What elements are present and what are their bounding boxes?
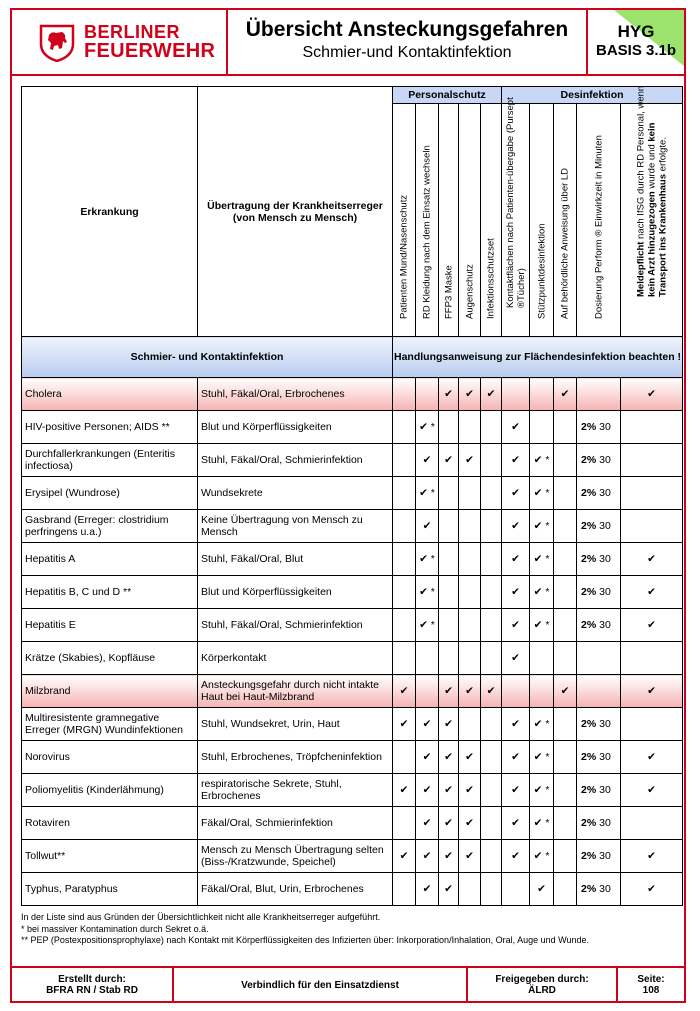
check-cell bbox=[481, 411, 502, 444]
check-cell: ✔ * bbox=[416, 477, 439, 510]
check-cell: ✔ bbox=[530, 873, 554, 906]
check-cell bbox=[439, 642, 459, 675]
check-cell bbox=[459, 873, 481, 906]
disease-name: Cholera bbox=[22, 378, 198, 411]
vheader-text: Patienten Mund/Nasenschutz bbox=[398, 194, 410, 319]
check-cell: ✔ * bbox=[530, 477, 554, 510]
document-code bbox=[588, 10, 684, 74]
check-cell bbox=[554, 873, 577, 906]
check-cell bbox=[502, 873, 530, 906]
check-cell: ✔ bbox=[502, 411, 530, 444]
check-cell bbox=[393, 510, 416, 543]
vheader-text: Kontaktflächen nach Patienten-übergabe (Pursept ®Tücher) bbox=[504, 97, 527, 308]
transmission: Fäkal/Oral, Schmierinfektion bbox=[198, 807, 393, 840]
check-cell: ✔ * bbox=[530, 708, 554, 741]
dose-minutes: 30 bbox=[599, 817, 611, 829]
check-cell: ✔ * bbox=[530, 741, 554, 774]
dose-minutes: 30 bbox=[599, 619, 611, 631]
vheader-text: Stützpunktdesinfektion bbox=[536, 223, 548, 319]
check-cell bbox=[502, 378, 530, 411]
dose-cell bbox=[577, 708, 621, 741]
check-cell bbox=[393, 576, 416, 609]
vheader-text: Augenschutz bbox=[464, 264, 475, 319]
footer-created: Erstellt durch: BFRA RN / Stab RD bbox=[12, 968, 174, 1003]
footer-page: Seite: 108 bbox=[637, 974, 665, 996]
check-cell bbox=[481, 609, 502, 642]
check-cell: ✔ bbox=[502, 807, 530, 840]
check-cell: ✔ * bbox=[530, 543, 554, 576]
check-cell bbox=[554, 444, 577, 477]
disease-name: Durchfallerkrankungen (Enteritis infectiosa) bbox=[22, 444, 198, 477]
check-cell: ✔ bbox=[502, 576, 530, 609]
check-cell: ✔ bbox=[416, 873, 439, 906]
vheader-text: FFP3 Maske bbox=[443, 265, 454, 319]
dose-minutes: 30 bbox=[599, 553, 611, 565]
dose-cell bbox=[577, 774, 621, 807]
dose-cell bbox=[577, 378, 621, 411]
transmission: Blut und Körperflüssigkeiten bbox=[198, 576, 393, 609]
report-cell bbox=[621, 807, 683, 840]
check-cell bbox=[393, 642, 416, 675]
report-cell bbox=[621, 444, 683, 477]
dose-cell bbox=[577, 675, 621, 708]
footnotes bbox=[21, 912, 680, 947]
check-cell bbox=[439, 543, 459, 576]
vheader bbox=[481, 104, 502, 337]
check-cell: ✔ bbox=[439, 873, 459, 906]
dose-percent: 2% bbox=[581, 619, 597, 631]
check-cell bbox=[393, 477, 416, 510]
disease-name: Norovirus bbox=[22, 741, 198, 774]
transmission: Stuhl, Fäkal/Oral, Schmierinfektion bbox=[198, 444, 393, 477]
vheader bbox=[393, 104, 416, 337]
check-cell: ✔ bbox=[439, 444, 459, 477]
vheader bbox=[577, 104, 621, 337]
check-cell: ✔ bbox=[502, 642, 530, 675]
table-row bbox=[22, 873, 683, 906]
disease-name: HIV-positive Personen; AIDS ** bbox=[22, 411, 198, 444]
check-cell bbox=[459, 576, 481, 609]
vheader-text: RD Kleidung nach dem Einsatz wechseln bbox=[421, 145, 433, 319]
check-cell: ✔ bbox=[502, 543, 530, 576]
check-cell bbox=[393, 411, 416, 444]
check-cell: ✔ bbox=[502, 444, 530, 477]
check-cell: ✔ bbox=[481, 675, 502, 708]
header bbox=[12, 10, 684, 76]
transmission: Fäkal/Oral, Blut, Urin, Erbrochenes bbox=[198, 873, 393, 906]
dose-minutes: 30 bbox=[599, 487, 611, 499]
dose-minutes: 30 bbox=[599, 850, 611, 862]
check-cell: ✔ * bbox=[530, 609, 554, 642]
report-cell bbox=[621, 510, 683, 543]
vheader bbox=[530, 104, 554, 337]
infection-table bbox=[21, 86, 683, 906]
dose-cell bbox=[577, 543, 621, 576]
check-cell bbox=[554, 510, 577, 543]
dose-percent: 2% bbox=[581, 454, 597, 466]
transmission: Stuhl, Erbrochenes, Tröpfcheninfektion bbox=[198, 741, 393, 774]
dose-minutes: 30 bbox=[599, 883, 611, 895]
header-transmission: Übertragung der Krankheitserreger (von Mensch zu Mensch) bbox=[198, 87, 393, 337]
disease-name: Multiresistente gramnegative Erreger (MRGN) Wundinfektionen bbox=[22, 708, 198, 741]
vheader bbox=[439, 104, 459, 337]
dose-cell bbox=[577, 609, 621, 642]
footnote: In der Liste sind aus Gründen der Übersichtlichkeit nicht alle Krankheitserreger aufgeführt. bbox=[21, 912, 381, 922]
dose-percent: 2% bbox=[581, 751, 597, 763]
dose-cell bbox=[577, 477, 621, 510]
dose-minutes: 30 bbox=[599, 751, 611, 763]
check-cell bbox=[554, 840, 577, 873]
check-cell bbox=[530, 642, 554, 675]
check-cell bbox=[459, 411, 481, 444]
table-row bbox=[22, 444, 683, 477]
check-cell bbox=[481, 477, 502, 510]
check-cell bbox=[481, 708, 502, 741]
dose-minutes: 30 bbox=[599, 718, 611, 730]
dose-minutes: 30 bbox=[599, 784, 611, 796]
check-cell bbox=[530, 675, 554, 708]
check-cell bbox=[481, 741, 502, 774]
check-cell: ✔ * bbox=[416, 543, 439, 576]
dose-percent: 2% bbox=[581, 850, 597, 862]
check-cell: ✔ * bbox=[530, 510, 554, 543]
check-cell: ✔ bbox=[439, 378, 459, 411]
transmission: Mensch zu Mensch Übertragung selten (Biss-/Kratzwunde, Speichel) bbox=[198, 840, 393, 873]
footnote: ** PEP (Postexpositionsprophylaxe) nach Kontakt mit Körperflüssigkeiten des Infizierten über: Inkorporation/Inhalation, Oral, Auge und Wunde. bbox=[21, 935, 589, 945]
table-row bbox=[22, 675, 683, 708]
check-cell bbox=[416, 675, 439, 708]
title-block bbox=[228, 10, 588, 74]
table-row bbox=[22, 411, 683, 444]
dose-minutes: 30 bbox=[599, 586, 611, 598]
dose-cell bbox=[577, 642, 621, 675]
report-cell bbox=[621, 411, 683, 444]
logo bbox=[12, 10, 228, 74]
check-cell bbox=[530, 378, 554, 411]
check-cell: ✔ bbox=[439, 708, 459, 741]
dose-percent: 2% bbox=[581, 586, 597, 598]
check-cell: ✔ bbox=[554, 675, 577, 708]
dose-minutes: 30 bbox=[599, 421, 611, 433]
footnote: * bei massiver Kontamination durch Sekret o.ä. bbox=[21, 923, 209, 934]
check-cell: ✔ bbox=[459, 774, 481, 807]
dose-percent: 2% bbox=[581, 883, 597, 895]
check-cell: ✔ * bbox=[530, 576, 554, 609]
check-cell: ✔ bbox=[502, 708, 530, 741]
check-cell: ✔ * bbox=[530, 444, 554, 477]
check-cell bbox=[502, 675, 530, 708]
berlin-bear-emblem-icon bbox=[38, 22, 76, 62]
check-cell bbox=[481, 873, 502, 906]
check-cell: ✔ bbox=[439, 675, 459, 708]
check-cell: ✔ bbox=[459, 741, 481, 774]
check-cell: ✔ bbox=[439, 741, 459, 774]
check-cell bbox=[481, 543, 502, 576]
dose-minutes: 30 bbox=[599, 520, 611, 532]
table-row bbox=[22, 840, 683, 873]
disease-name: Tollwut** bbox=[22, 840, 198, 873]
table-row bbox=[22, 642, 683, 675]
check-cell bbox=[459, 708, 481, 741]
transmission: Stuhl, Fäkal/Oral, Erbrochenes bbox=[198, 378, 393, 411]
check-cell bbox=[393, 378, 416, 411]
table-row bbox=[22, 576, 683, 609]
report-cell: ✔ bbox=[621, 543, 683, 576]
check-cell bbox=[554, 609, 577, 642]
disease-name: Gasbrand (Erreger: clostridium perfringens u.a.) bbox=[22, 510, 198, 543]
check-cell bbox=[554, 543, 577, 576]
report-cell bbox=[621, 642, 683, 675]
check-cell bbox=[554, 708, 577, 741]
vheader bbox=[459, 104, 481, 337]
check-cell: ✔ bbox=[502, 741, 530, 774]
check-cell bbox=[481, 510, 502, 543]
check-cell bbox=[459, 510, 481, 543]
check-cell: ✔ bbox=[459, 807, 481, 840]
footer bbox=[12, 966, 684, 1003]
table-row bbox=[22, 477, 683, 510]
dose-cell bbox=[577, 576, 621, 609]
check-cell bbox=[459, 543, 481, 576]
table-row bbox=[22, 609, 683, 642]
check-cell bbox=[439, 576, 459, 609]
vheader bbox=[502, 97, 530, 337]
page-subtitle: Schmier-und Kontaktinfektion bbox=[302, 44, 512, 61]
check-cell: ✔ bbox=[393, 675, 416, 708]
dose-cell bbox=[577, 510, 621, 543]
check-cell: ✔ bbox=[502, 840, 530, 873]
dose-percent: 2% bbox=[581, 520, 597, 532]
check-cell: ✔ bbox=[439, 807, 459, 840]
check-cell bbox=[439, 411, 459, 444]
check-cell bbox=[554, 477, 577, 510]
section-title: Schmier- und Kontaktinfektion bbox=[22, 337, 393, 378]
transmission: Stuhl, Wundsekret, Urin, Haut bbox=[198, 708, 393, 741]
table-row bbox=[22, 543, 683, 576]
check-cell: ✔ bbox=[416, 708, 439, 741]
check-cell bbox=[554, 774, 577, 807]
check-cell bbox=[554, 411, 577, 444]
check-cell: ✔ * bbox=[530, 774, 554, 807]
check-cell: ✔ bbox=[393, 708, 416, 741]
disease-name: Rotaviren bbox=[22, 807, 198, 840]
report-cell: ✔ bbox=[621, 609, 683, 642]
table-row bbox=[22, 807, 683, 840]
disease-name: Hepatitis B, C und D ** bbox=[22, 576, 198, 609]
dose-cell bbox=[577, 873, 621, 906]
check-cell: ✔ * bbox=[416, 609, 439, 642]
check-cell bbox=[393, 873, 416, 906]
vheader bbox=[416, 104, 439, 337]
check-cell: ✔ bbox=[554, 378, 577, 411]
check-cell bbox=[439, 510, 459, 543]
check-cell: ✔ bbox=[502, 609, 530, 642]
check-cell: ✔ bbox=[502, 774, 530, 807]
dose-cell bbox=[577, 444, 621, 477]
transmission: Keine Übertragung von Mensch zu Mensch bbox=[198, 510, 393, 543]
check-cell bbox=[554, 807, 577, 840]
check-cell bbox=[416, 642, 439, 675]
check-cell bbox=[481, 807, 502, 840]
group-disinfection: Desinfektion bbox=[502, 87, 683, 104]
check-cell: ✔ bbox=[459, 378, 481, 411]
check-cell: ✔ bbox=[393, 840, 416, 873]
vheader-text: Auf behördliche Anweisung über LD bbox=[559, 167, 571, 319]
header-disease: Erkrankung bbox=[22, 87, 198, 337]
check-cell: ✔ bbox=[416, 840, 439, 873]
dose-cell bbox=[577, 741, 621, 774]
report-cell bbox=[621, 708, 683, 741]
check-cell bbox=[481, 444, 502, 477]
report-cell: ✔ bbox=[621, 378, 683, 411]
check-cell bbox=[554, 642, 577, 675]
dose-percent: 2% bbox=[581, 784, 597, 796]
check-cell bbox=[393, 807, 416, 840]
check-cell: ✔ * bbox=[530, 840, 554, 873]
disease-name: Hepatitis E bbox=[22, 609, 198, 642]
page-title: Übersicht Ansteckungsgefahren bbox=[245, 18, 569, 41]
vheader-text: Dosierung Perform ® Einwirkzeit in Minuten bbox=[593, 135, 605, 319]
check-cell bbox=[393, 543, 416, 576]
dose-minutes: 30 bbox=[599, 454, 611, 466]
vheader-text: Infektionsschutzset bbox=[485, 238, 497, 319]
check-cell: ✔ bbox=[416, 807, 439, 840]
dose-percent: 2% bbox=[581, 487, 597, 499]
check-cell bbox=[481, 774, 502, 807]
check-cell: ✔ bbox=[416, 444, 439, 477]
check-cell: ✔ bbox=[416, 741, 439, 774]
footer-binding: Verbindlich für den Einsatzdienst bbox=[174, 968, 468, 1003]
check-cell: ✔ * bbox=[416, 411, 439, 444]
transmission: Wundsekrete bbox=[198, 477, 393, 510]
check-cell bbox=[416, 378, 439, 411]
check-cell bbox=[439, 477, 459, 510]
dose-cell bbox=[577, 807, 621, 840]
check-cell: ✔ bbox=[502, 477, 530, 510]
check-cell bbox=[481, 642, 502, 675]
dose-percent: 2% bbox=[581, 421, 597, 433]
report-cell: ✔ bbox=[621, 675, 683, 708]
transmission: Stuhl, Fäkal/Oral, Blut bbox=[198, 543, 393, 576]
transmission: Ansteckungsgefahr durch nicht intakte Haut bei Haut-Milzbrand bbox=[198, 675, 393, 708]
vheader-report bbox=[621, 85, 683, 337]
report-cell: ✔ bbox=[621, 741, 683, 774]
check-cell: ✔ bbox=[416, 774, 439, 807]
check-cell: ✔ bbox=[393, 774, 416, 807]
transmission: Blut und Körperflüssigkeiten bbox=[198, 411, 393, 444]
check-cell bbox=[393, 444, 416, 477]
check-cell: ✔ * bbox=[416, 576, 439, 609]
org-name-line2: FEUERWEHR bbox=[84, 40, 216, 62]
code-line2: BASIS 3.1b bbox=[595, 42, 677, 59]
check-cell: ✔ * bbox=[530, 807, 554, 840]
dose-percent: 2% bbox=[581, 553, 597, 565]
dose-cell bbox=[577, 840, 621, 873]
table-row bbox=[22, 510, 683, 543]
org-name-line1: BERLINER bbox=[84, 22, 181, 42]
check-cell: ✔ bbox=[459, 675, 481, 708]
check-cell: ✔ bbox=[481, 378, 502, 411]
disease-name: Krätze (Skabies), Kopfläuse bbox=[22, 642, 198, 675]
code-line1: HYG bbox=[617, 22, 655, 41]
table-row bbox=[22, 741, 683, 774]
table-row bbox=[22, 708, 683, 741]
group-personal-protection: Personalschutz bbox=[393, 87, 502, 104]
disease-name: Erysipel (Wundrose) bbox=[22, 477, 198, 510]
transmission: Körperkontakt bbox=[198, 642, 393, 675]
report-cell: ✔ bbox=[621, 873, 683, 906]
check-cell bbox=[393, 741, 416, 774]
vheader bbox=[554, 104, 577, 337]
check-cell bbox=[530, 411, 554, 444]
footer-released: Freigegeben durch: ÄLRD bbox=[468, 968, 618, 1003]
disease-name: Milzbrand bbox=[22, 675, 198, 708]
check-cell bbox=[459, 642, 481, 675]
table-row bbox=[22, 774, 683, 807]
check-cell: ✔ bbox=[416, 510, 439, 543]
check-cell bbox=[439, 609, 459, 642]
section-instruction: Handlungsanweisung zur Flächendesinfektion beachten ! bbox=[393, 337, 683, 378]
check-cell: ✔ bbox=[439, 840, 459, 873]
check-cell: ✔ bbox=[439, 774, 459, 807]
dose-cell bbox=[577, 411, 621, 444]
check-cell: ✔ bbox=[502, 510, 530, 543]
report-cell: ✔ bbox=[621, 576, 683, 609]
check-cell bbox=[554, 741, 577, 774]
check-cell bbox=[393, 609, 416, 642]
check-cell bbox=[554, 576, 577, 609]
transmission: Stuhl, Fäkal/Oral, Schmierinfektion bbox=[198, 609, 393, 642]
disease-name: Poliomyelitis (Kinderlähmung) bbox=[22, 774, 198, 807]
table-row bbox=[22, 378, 683, 411]
check-cell bbox=[459, 477, 481, 510]
disease-name: Typhus, Paratyphus bbox=[22, 873, 198, 906]
transmission: respiratorische Sekrete, Stuhl, Erbrochenes bbox=[198, 774, 393, 807]
report-cell: ✔ bbox=[621, 774, 683, 807]
report-header-text: Meldepflicht nach IfSG durch RD Personal, wenn kein Arzt hinzugezogen wurde und kein Transport ins Krankenhaus erfolgte. bbox=[635, 85, 669, 297]
check-cell: ✔ bbox=[459, 840, 481, 873]
dose-percent: 2% bbox=[581, 718, 597, 730]
check-cell: ✔ bbox=[459, 444, 481, 477]
dose-percent: 2% bbox=[581, 817, 597, 829]
check-cell bbox=[459, 609, 481, 642]
check-cell bbox=[481, 840, 502, 873]
report-cell: ✔ bbox=[621, 840, 683, 873]
check-cell bbox=[481, 576, 502, 609]
report-cell bbox=[621, 477, 683, 510]
disease-name: Hepatitis A bbox=[22, 543, 198, 576]
